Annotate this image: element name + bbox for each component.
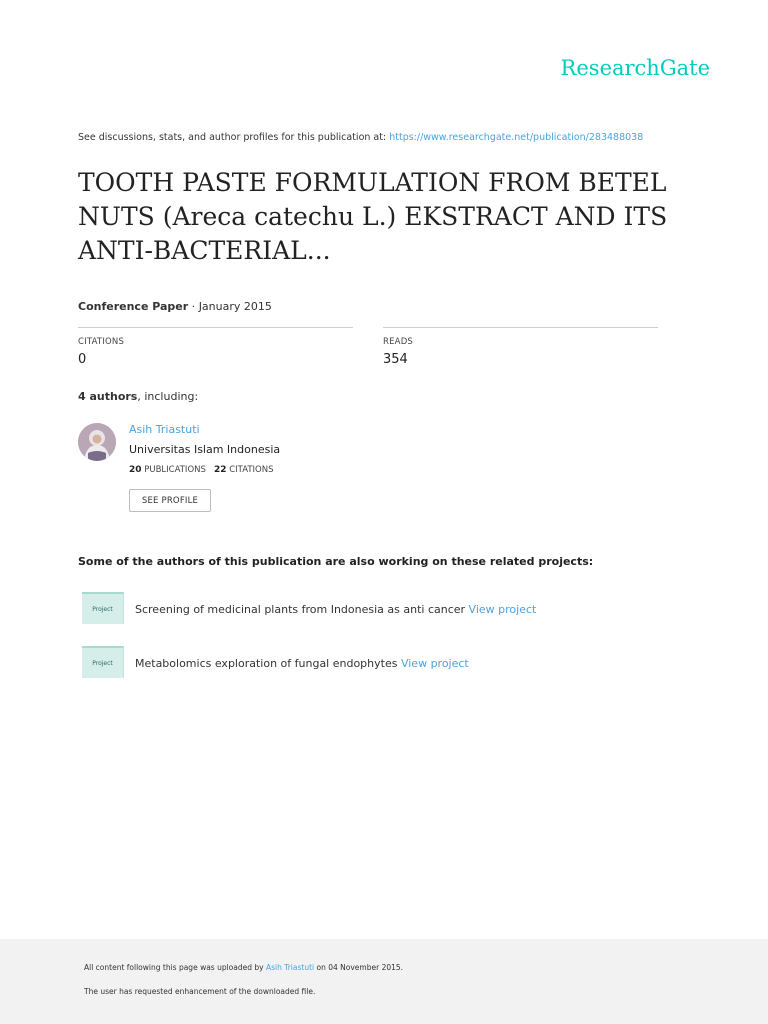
reads-label: READS (383, 337, 414, 347)
author-publications-count: 20 (129, 465, 142, 475)
author-publications-label: PUBLICATIONS (144, 465, 206, 475)
author-citations-count: 22 (214, 465, 227, 475)
upload-notice (84, 963, 403, 972)
author-name-link[interactable]: Asih Triastuti (129, 423, 200, 436)
project-title: Metabolomics exploration of fungal endophytes (135, 657, 398, 670)
upload-notice-prefix: All content following this page was uploaded by (84, 963, 264, 972)
project-title: Screening of medicinal plants from Indonesia as anti cancer (135, 603, 466, 616)
authors-summary (78, 390, 198, 403)
view-project-link[interactable]: View project (400, 657, 469, 670)
view-project-link[interactable]: View project (468, 603, 537, 616)
publication-url-link[interactable]: https://www.researchgate.net/publication/283488038 (389, 132, 644, 143)
upload-notice-suffix: on 04 November 2015. (316, 963, 404, 972)
project-item (82, 646, 682, 680)
meta-separator: · (188, 300, 199, 313)
citations-stat (78, 327, 353, 367)
discussion-text: See discussions, stats, and author profiles for this publication at: (78, 132, 387, 143)
see-profile-button[interactable]: SEE PROFILE (129, 489, 211, 512)
title-line-3: ANTI-BACTERIAL... (78, 236, 331, 265)
project-badge: Project (82, 592, 124, 624)
title-line-2: NUTS (Areca catechu L.) EKSTRACT AND ITS (78, 202, 668, 231)
publication-title (78, 166, 698, 268)
authors-including: , including: (137, 390, 199, 403)
reads-value: 354 (383, 352, 408, 367)
author-institution: Universitas Islam Indonesia (129, 443, 281, 456)
citations-value: 0 (78, 352, 87, 367)
title-line-1: TOOTH PASTE FORMULATION FROM BETEL (78, 168, 667, 197)
author-avatar[interactable] (78, 423, 116, 461)
authors-count: 4 authors (78, 390, 138, 403)
project-text (135, 603, 536, 616)
publication-date: January 2015 (198, 300, 272, 313)
author-citations-label: CITATIONS (229, 465, 274, 475)
publication-type: Conference Paper (78, 300, 189, 313)
project-badge: Project (82, 646, 124, 678)
related-projects-heading: Some of the authors of this publication are also working on these related projects: (78, 555, 594, 568)
author-stats (129, 465, 274, 475)
project-item (82, 592, 682, 626)
footer (0, 939, 768, 1024)
project-text (135, 657, 469, 670)
reads-stat (383, 327, 658, 367)
enhancement-notice: The user has requested enhancement of the downloaded file. (84, 987, 316, 996)
publication-meta (78, 300, 272, 313)
researchgate-logo[interactable]: ResearchGate (560, 56, 710, 80)
avatar-image (78, 423, 116, 461)
discussion-line (78, 132, 643, 143)
citations-label: CITATIONS (78, 337, 125, 347)
uploader-link[interactable]: Asih Triastuti (265, 963, 315, 972)
